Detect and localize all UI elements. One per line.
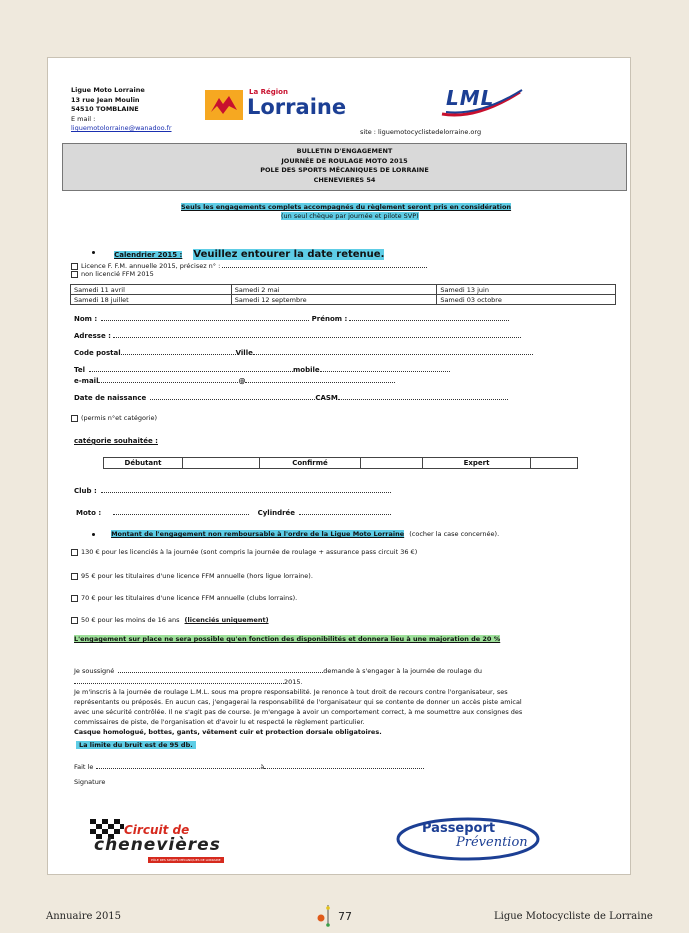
email-form-label: e-mail: [74, 377, 99, 385]
prenom-label: Prénom :: [311, 315, 348, 323]
montant-suffix: (cocher la case concernée).: [409, 530, 500, 538]
cp-label: Code postal: [74, 349, 121, 357]
site-link[interactable]: site : liguemotocyclistedelorraine.org: [360, 128, 482, 136]
notice-line2: (un seul chèque par journée et pilote SVP): [281, 212, 419, 220]
date-cell[interactable]: Samedi 2 mai: [231, 285, 437, 295]
circuit-chenevieres-logo: [90, 817, 270, 865]
categorie-table: [103, 457, 578, 469]
club-row: [74, 485, 391, 495]
table-row: [71, 295, 616, 305]
fait-date-field[interactable]: [96, 761, 260, 769]
bullet-icon: [92, 251, 95, 254]
tel-field[interactable]: [89, 364, 293, 372]
option-70-label: 70 € pour les titulaires d'une licence FFM annuelle (clubs lorrains).: [81, 594, 298, 602]
page-number-block: [316, 905, 356, 927]
option-50-checkbox[interactable]: [71, 617, 78, 624]
club-label: Club :: [74, 487, 97, 495]
expert-cell[interactable]: Expert: [423, 458, 531, 469]
moto-row: [76, 507, 391, 517]
option-130-row: [71, 548, 417, 556]
adresse-label: Adresse :: [74, 332, 111, 340]
option-50-row: [71, 616, 269, 624]
cylindree-field[interactable]: [299, 507, 391, 515]
montant-label: Montant de l'engagement non remboursable à l'ordre de la Ligue Moto Lorraine: [111, 530, 405, 538]
debutant-box[interactable]: [183, 458, 260, 469]
a-label: à: [260, 763, 265, 771]
email-user-field[interactable]: [98, 375, 238, 383]
lorraine-cross-icon: [205, 90, 243, 120]
date-roulage-field[interactable]: [74, 676, 284, 684]
debutant-cell[interactable]: Débutant: [104, 458, 183, 469]
option-130-checkbox[interactable]: [71, 549, 78, 556]
at-sign: @: [238, 377, 246, 385]
signature-label: Signature: [74, 778, 106, 786]
prenom-field[interactable]: [349, 313, 509, 321]
sur-place-notice: L'engagement sur place ne sera possible qu'en fonction des disponibilités et donnera lieu à une majoration de 20 %: [74, 635, 501, 643]
option-50-label: 50 € pour les moins de 16 ans: [81, 616, 180, 624]
region-lorraine-logo: [205, 88, 365, 122]
date-cell[interactable]: Samedi 11 avril: [71, 285, 232, 295]
date-cell[interactable]: Samedi 03 octobre: [437, 295, 616, 305]
email-label: E mail :: [71, 114, 96, 123]
soussigne-label: Je soussigné: [74, 667, 115, 675]
soussigne-row: [74, 665, 482, 675]
licence-number-field[interactable]: [222, 260, 427, 268]
permis-label: (permis n°et catégorie): [81, 414, 158, 422]
declaration-text: [74, 687, 522, 737]
banner-line1: BULLETIN D'ENGAGEMENT: [296, 147, 393, 155]
notice-line1: Seuls les engagements complets accompagnés du règlement seront pris en considération: [181, 203, 512, 211]
email-link[interactable]: liguemotolorraine@wanadoo.fr: [71, 124, 172, 132]
mobile-field[interactable]: [320, 364, 450, 372]
passeport-text: Passeport: [422, 821, 496, 836]
naissance-row: [74, 392, 508, 402]
option-70-checkbox[interactable]: [71, 595, 78, 602]
calendar-label: Calendrier 2015 :: [114, 251, 183, 259]
licence-ffm-checkbox[interactable]: [71, 263, 78, 270]
declaration-line: représentants ou préposés. En aucun cas, j'engagerai la responsabilité de l'organisateur qui se contente de donner un accès piste amical: [74, 698, 522, 706]
year-label: 2015.: [284, 678, 303, 686]
cp-ville-row: [74, 347, 533, 357]
fait-place-field[interactable]: [264, 761, 424, 769]
banner-line4: CHENEVIERES 54: [313, 175, 376, 184]
naissance-field[interactable]: [150, 392, 315, 400]
passeport-prevention-logo: [396, 815, 551, 865]
declaration-line: avec une sécurité contrôlée. Il ne s'agit pas de course. Je m'engage à avoir un comportement correct, à me soumettre aux consignes des: [74, 708, 523, 716]
calendar-instruction: Veuillez entourer la date retenue.: [193, 249, 385, 260]
fait-row: [74, 761, 424, 771]
date-roulage-row: [74, 676, 303, 686]
table-row: [104, 458, 578, 469]
circuit-sub: PÔLE DES SPORTS MÉCANIQUES DE LORRAINE: [148, 857, 224, 863]
permis-row: [71, 414, 157, 422]
region-big: Lorraine: [247, 95, 347, 119]
date-cell[interactable]: Samedi 18 juillet: [71, 295, 232, 305]
circuit-main: chenevières: [94, 835, 221, 855]
adresse-row: [74, 330, 521, 340]
casm-field[interactable]: [338, 392, 508, 400]
tel-row: [74, 364, 450, 374]
mobile-label: mobile: [293, 366, 320, 374]
adresse-field[interactable]: [113, 330, 521, 338]
region-small: La Région: [249, 88, 288, 96]
option-50-bold: (licenciés uniquement): [184, 616, 269, 624]
tel-label: Tel: [74, 366, 85, 374]
nom-field[interactable]: [101, 313, 309, 321]
option-130-label: 130 € pour les licenciés à la journée (sont compris la journée de roulage + assurance pass circuit 36 €): [81, 548, 418, 556]
bruit-notice: La limite du bruit est de 95 db.: [76, 741, 196, 749]
street: 13 rue Jean Moulin: [71, 95, 140, 104]
declaration-line: commissaires de piste, de l'organisation et d'avoir lu et respecté le règlement particulier.: [74, 718, 365, 726]
table-row: [71, 285, 616, 295]
nom-row: [74, 313, 509, 323]
confirme-box[interactable]: [361, 458, 423, 469]
lml-text: LML: [446, 86, 495, 110]
cp-field[interactable]: [121, 347, 236, 355]
circuit-top: Circuit de: [124, 823, 190, 837]
page-number: 77: [338, 910, 352, 923]
date-cell[interactable]: Samedi 13 juin: [437, 285, 616, 295]
option-95-label: 95 € pour les titulaires d'une licence FFM annuelle (hors ligue lorraine).: [81, 572, 313, 580]
moto-field[interactable]: [113, 507, 249, 515]
categorie-label: catégorie souhaitée :: [74, 437, 158, 445]
soussigne-field[interactable]: [118, 665, 323, 673]
non-licencie-row: [71, 270, 154, 278]
address-block: [71, 86, 172, 134]
club-field[interactable]: [101, 485, 391, 493]
org-name: Ligue Moto Lorraine: [71, 86, 145, 94]
footer-left: Annuaire 2015: [46, 911, 122, 922]
title-banner: [62, 143, 627, 191]
option-95-checkbox[interactable]: [71, 573, 78, 580]
expert-box[interactable]: [531, 458, 578, 469]
footer-right: Ligue Motocycliste de Lorraine: [494, 911, 653, 922]
confirme-cell[interactable]: Confirmé: [260, 458, 361, 469]
permis-checkbox[interactable]: [71, 415, 78, 422]
demande-label: demande à s'engager à la journée de roulage du: [323, 667, 482, 675]
equipment-line: Casque homologué, bottes, gants, vêtement cuir et protection dorsale obligatoires.: [74, 728, 382, 736]
date-cell[interactable]: Samedi 12 septembre: [231, 295, 437, 305]
ville-field[interactable]: [253, 347, 533, 355]
casm-label: CASM: [315, 394, 338, 402]
nom-label: Nom :: [74, 315, 98, 323]
non-licencie-checkbox[interactable]: [71, 271, 78, 278]
non-licencie-label: non licencié FFM 2015: [81, 270, 154, 278]
calendar-row: [92, 242, 384, 261]
montant-row: [92, 530, 499, 538]
bullet-icon: [92, 533, 95, 536]
option-95-row: [71, 572, 313, 580]
cylindree-label: Cylindrée: [257, 509, 296, 517]
banner-line2: JOURNÉE DE ROULAGE MOTO 2015: [281, 156, 408, 165]
dates-table: [70, 284, 616, 305]
prevention-text: Prévention: [456, 835, 528, 850]
licence-ffm-label: Licence F. F.M. annuelle 2015, précisez n° :: [81, 262, 221, 270]
declaration-line: Je m'inscris à la journée de roulage L.M.L. sous ma propre responsabilité. Je renonce à tout droit de recours contre l'organisateur, ses: [74, 688, 508, 696]
lml-logo: [436, 84, 526, 118]
licence-ffm-row: [71, 260, 427, 270]
moto-label: Moto :: [76, 509, 102, 517]
banner-line3: POLE DES SPORTS MÉCANIQUES DE LORRAINE: [260, 166, 429, 174]
option-70-row: [71, 594, 297, 602]
naissance-label: Date de naissance: [74, 394, 147, 402]
fait-label: Fait le: [74, 763, 94, 771]
city: 54510 TOMBLAINE: [71, 105, 139, 113]
email-row: [74, 375, 395, 385]
ville-label: Ville: [235, 349, 253, 357]
email-domain-field[interactable]: [245, 375, 395, 383]
